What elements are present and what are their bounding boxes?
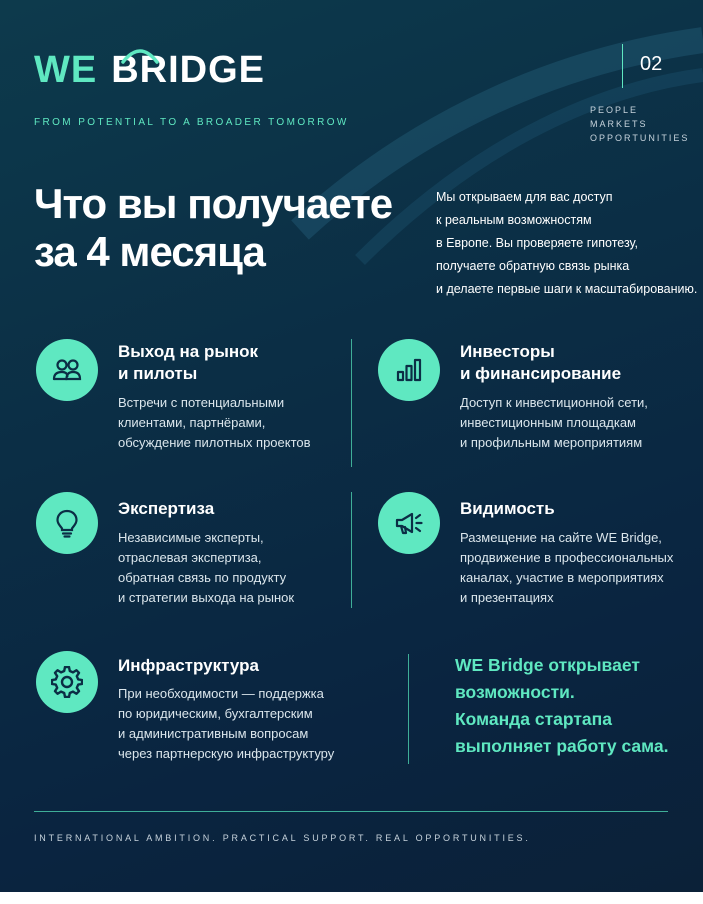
page-number: 02 [640, 53, 663, 75]
intro-text [436, 186, 698, 301]
callout-line: Команда стартапа [455, 709, 612, 729]
card-description [460, 393, 648, 453]
card-desc-line: через партнерскую инфраструктуру [118, 746, 335, 761]
card-visibility [378, 492, 698, 622]
card-title-line: Выход на рынок [118, 342, 259, 361]
column-divider [351, 492, 352, 608]
intro-line: Мы открываем для вас доступ [436, 190, 613, 204]
card-title-line: Видимость [460, 499, 555, 518]
callout [455, 652, 668, 760]
card-title-line: Инфраструктура [118, 656, 259, 675]
logo [34, 50, 265, 90]
card-infrastructure [36, 651, 376, 781]
card-title-line: Экспертиза [118, 499, 215, 518]
keyword: PEOPLE [590, 105, 639, 115]
card-desc-line: клиентами, партнёрами, [118, 415, 266, 430]
card-desc-line: и профильным мероприятиям [460, 435, 643, 450]
card-desc-line: каналах, участие в мероприятиях [460, 570, 664, 585]
footer-slogan: INTERNATIONAL AMBITION. PRACTICAL SUPPORT. REAL OPPORTUNITIES. [34, 833, 531, 843]
intro-line: получаете обратную связь рынка [436, 259, 630, 273]
card-desc-line: Доступ к инвестиционной сети, [460, 395, 648, 410]
card-desc-line: При необходимости — поддержка [118, 686, 324, 701]
page-title-line: Что вы получаете [34, 180, 393, 227]
card-desc-line: и административным вопросам [118, 726, 309, 741]
keyword: OPPORTUNITIES [590, 133, 690, 143]
card-expertise [36, 492, 336, 622]
people-icon [36, 339, 98, 401]
card-description [460, 528, 673, 608]
card-desc-line: Размещение на сайте WE Bridge, [460, 530, 662, 545]
card-desc-line: по юридическим, бухгалтерским [118, 706, 313, 721]
card-title [118, 498, 214, 520]
page-title-line: за 4 месяца [34, 228, 265, 275]
card-desc-line: продвижение в профессиональных [460, 550, 674, 565]
megaphone-icon [378, 492, 440, 554]
logo-bridge: BRIDGE [111, 49, 266, 91]
card-description [118, 528, 294, 608]
card-desc-line: Независимые эксперты, [118, 530, 264, 545]
card-title [118, 341, 258, 385]
page-title [34, 180, 434, 276]
card-title [460, 341, 621, 385]
tagline: FROM POTENTIAL TO A BROADER TOMORROW [34, 117, 349, 128]
card-desc-line: отраслевая экспертиза, [118, 550, 262, 565]
logo-we: WE [34, 49, 98, 91]
card-title-line: и финансирование [460, 364, 622, 383]
column-divider [351, 339, 352, 467]
callout-divider [408, 654, 409, 764]
intro-line: к реальным возможностям [436, 213, 592, 227]
callout-line: WE Bridge открывает [455, 655, 640, 675]
lightbulb-icon [36, 492, 98, 554]
intro-line: в Европе. Вы проверяете гипотезу, [436, 236, 639, 250]
card-description [118, 393, 311, 453]
intro-line: и делаете первые шаги к масштабированию. [436, 282, 698, 296]
callout-line: выполняет работу сама. [455, 736, 669, 756]
card-desc-line: обсуждение пилотных проектов [118, 435, 311, 450]
card-desc-line: обратная связь по продукту [118, 570, 287, 585]
card-investors [378, 339, 698, 469]
callout-line: возможности. [455, 682, 575, 702]
card-title [460, 498, 555, 520]
gear-icon [36, 651, 98, 713]
card-desc-line: Встречи с потенциальными [118, 395, 285, 410]
card-title [118, 655, 259, 677]
card-title-line: и пилоты [118, 364, 198, 383]
card-desc-line: инвестиционным площадкам [460, 415, 636, 430]
card-title-line: Инвесторы [460, 342, 555, 361]
keywords [590, 103, 689, 145]
card-description [118, 684, 334, 764]
footer-divider [34, 811, 668, 812]
keyword: MARKETS [590, 119, 648, 129]
card-desc-line: и стратегии выхода на рынок [118, 590, 295, 605]
page-number-divider [622, 44, 623, 88]
logo-arc-icon [120, 44, 160, 64]
bar-chart-icon [378, 339, 440, 401]
card-market-access [36, 339, 336, 469]
card-desc-line: и презентациях [460, 590, 554, 605]
